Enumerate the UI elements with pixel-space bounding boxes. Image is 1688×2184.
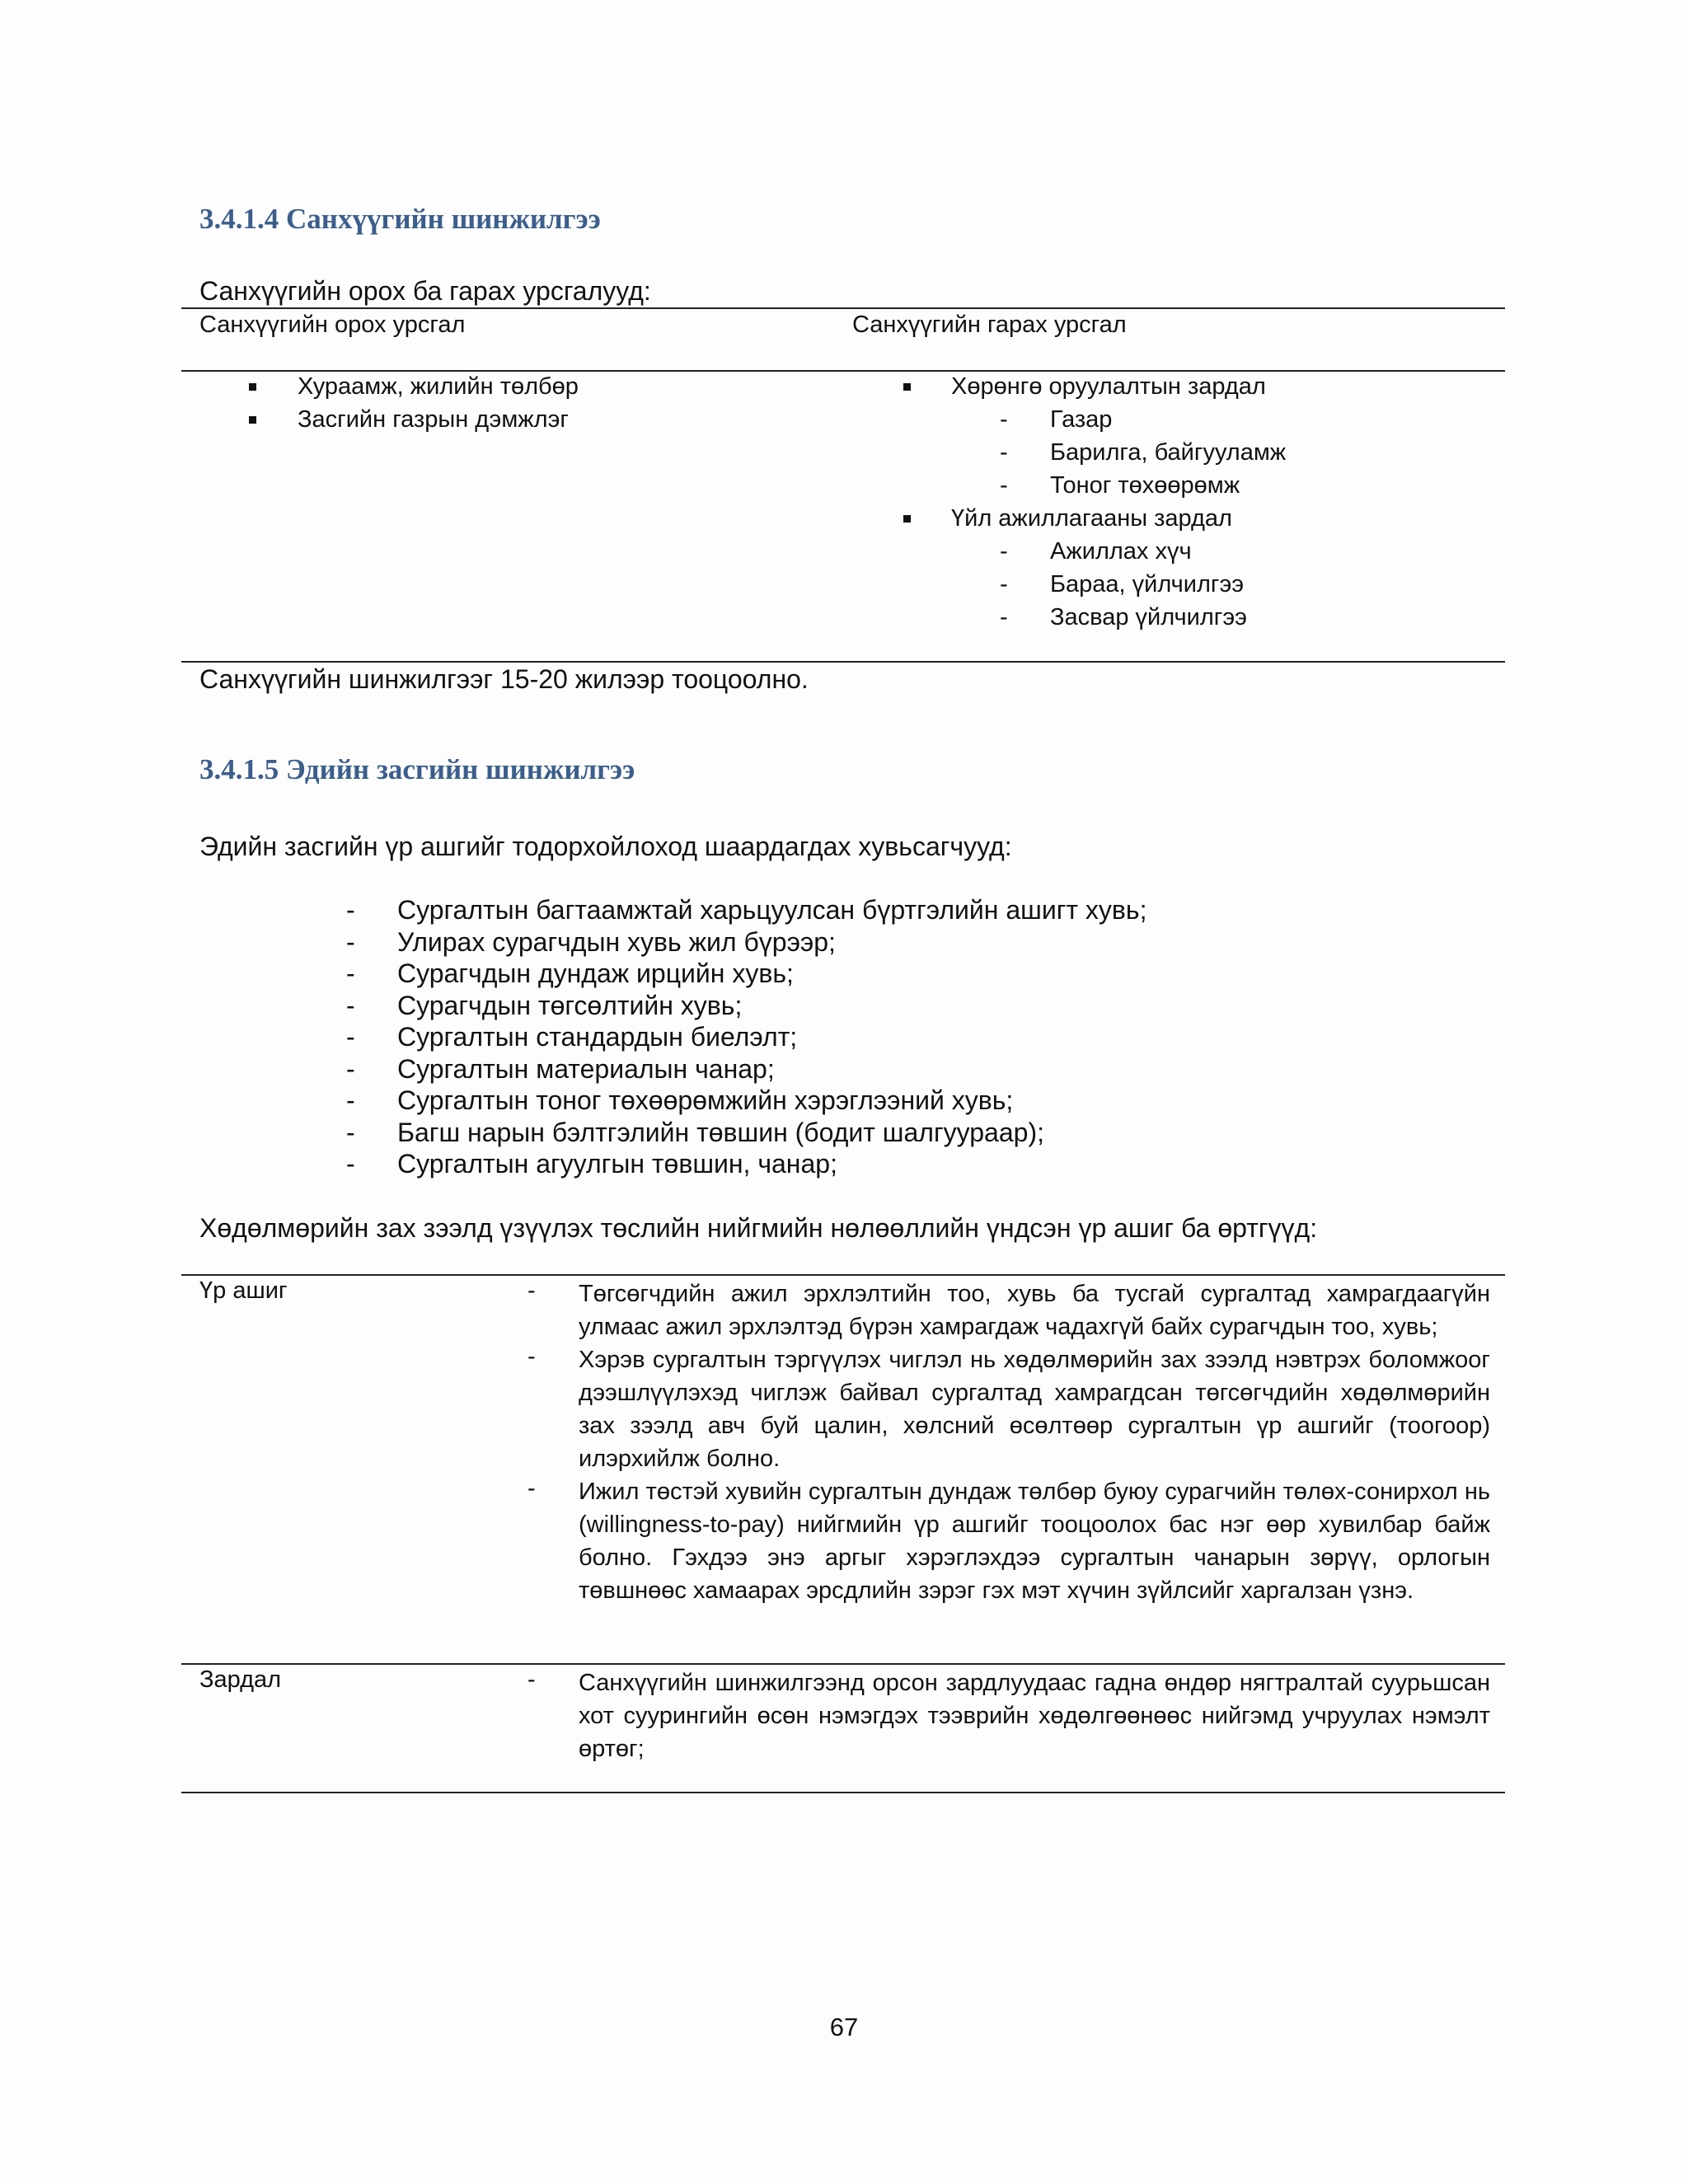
list-item: - Ажиллах хүч [1000,538,1192,565]
table-bottom-rule [181,661,1505,663]
list-item: - Сурагчдын төгсөлтийн хувь; [346,990,743,1020]
inflow-list [249,370,579,436]
document-page: 3.4.1.4 Санхүүгийн шинжилгээ Санхүүгийн орох ба гарах урсгалууд: Санхүүгийн орох урсгал Санхүүгийн гарах урсгал Хураамж, жилийн төлбөр Засгийн газрын дэмжлэг Хөрөнгө оруулалтын зардал - Газар - Барилга, байгууламж - Тоног төхөөрөмж Үйл ажиллагааны зардал - Ажиллах хүч - Бараа, үйлчилгээ - Засвар үйлчилгээ Санхүүгийн шинжилгээг 15-20 жилээр тооцоолно. 3.4.1.5 Эдийн засгийн шинжилгээ Эдийн засгийн үр ашгийг тодорхойлоход шаардагдах хувьсагчууд: - Сургалтын багтаамжтай харьцуулсан бүртгэлийн ашигт хувь; - Улирах сурагчдын хувь жил бүрээр; - Сурагчдын дундаж ирцийн хувь; - Сурагчдын төгсөлтийн хувь; - Сургалтын стандардын биелэлт; - Сургалтын материалын чанар; - Сургалтын тоног төхөөрөмжийн хэрэглээний хувь; - Багш нарын бэлтгэлийн төвшин (бодит шалгуураар); - Сургалтын агуулгын төвшин, чанар; Хөдөлмөрийн зах зээлд үзүүлэх төслийн нийгмийн нөлөөллийн үндсэн үр ашиг ба өртгүүд: Үр ашиг - Төгсөгчдийн ажил эрхлэлтийн тоо, хувь ба тусгай сургалтад хамрагдаагүйн улмаас ажил эрхлэлтэд бүрэн хамрагдаж чадахгүй байх сурагчдын тоо, хувь; - Хэрэв сургалтын тэргүүлэх чиглэл нь хөдөлмөрийн зах зээлд нэвтрэх боломжоог дээшлүүлэхэд чиглэж байвал сургалтад хамрагдсан төгсөгчдийн хөдөлмөрийн зах зээлд авч буй цалин, хөлсний өсөлтөөр сургалтын үр ашгийг (тоогоор) илэрхийлж болно. - Ижил төстэй хувийн сургалтын дундаж төлбөр буюу сурагчийн төлөх-сонирхол нь (willingness-to-pay) нийгмийн үр ашгийг тооцоолох бас нэг өөр хувилбар байж болно. Гэхдээ энэ аргыг хэрэглэхдээ сургалтын чанарын зөрүү, орлогын төвшнөөс хамаарах эрсдлийн зэрэг гэх мэт хүчин зүйлсийг харгалзан үзнэ. Зардал - Санхүүгийн шинжилгээнд орсон зардлуудаас гадна өндөр нягтралтай суурьшсан хот суурингийн өсөн нэмэгдэх тээврийн хөдөлгөөнөөс нийгэмд учруулах нэмэлт өртөг; 67 [0,0,1688,2184]
list-item: - Сургалтын материалын чанар; [346,1053,775,1084]
impact-title: Хөдөлмөрийн зах зээлд үзүүлэх төслийн нийгмийн нөлөөллийн үндсэн үр ашиг ба өртгүүд: [199,1213,1318,1243]
list-item: - Сурагчдын дундаж ирцийн хувь; [346,958,794,988]
list-item: - Бараа, үйлчилгээ [1000,571,1245,598]
bullet-square-icon [249,383,256,391]
list-item: Үйл ажиллагааны зардал [903,502,1286,535]
benefit-paragraph: Төгсөгчдийн ажил эрхлэлтийн тоо, хувь ба тусгай сургалтад хамрагдаагүйн улмаас ажил эрхлэлтэд бүрэн хамрагдаж чадахгүй байх сурагчдын тоо, хувь; [579,1281,1490,1340]
inflow-header: Санхүүгийн орох урсгал [199,312,466,338]
list-item: - Засвар үйлчилгээ [1000,604,1247,630]
list-item: - Сургалтын агуулгын төвшин, чанар; [346,1149,837,1179]
list-item: - Улирах сурагчдын хувь жил бүрээр; [346,926,836,957]
section-heading-finance: 3.4.1.4 Санхүүгийн шинжилгээ [199,203,601,235]
section-heading-economic: 3.4.1.5 Эдийн засгийн шинжилгээ [199,753,635,785]
bullet-square-icon [903,383,911,391]
list-item: - Сургалтын тоног төхөөрөмжийн хэрэглээний хувь; [346,1085,1014,1115]
list-item: - Барилга, байгууламж [1000,439,1287,466]
bullet-square-icon [903,515,911,523]
impact-table-bottom-rule [181,1792,1505,1793]
list-item: - Газар [1000,406,1113,433]
flows-title: Санхүүгийн орох ба гарах урсгалууд: [199,276,651,306]
impact-table-top-rule [181,1274,1505,1276]
list-item: - Тоног төхөөрөмж [1000,472,1240,499]
outflow-list [903,370,1286,634]
list-item: - Багш нарын бэлтгэлийн төвшин (бодит шалгуураар); [346,1117,1044,1147]
finance-note: Санхүүгийн шинжилгээг 15-20 жилээр тооцоолно. [199,664,809,694]
benefit-label: Үр ашиг [199,1277,288,1304]
cost-label: Зардал [199,1666,282,1693]
cost-paragraph: Санхүүгийн шинжилгээнд орсон зардлуудаас гадна өндөр нягтралтай суурьшсан хот суурингийн өсөн нэмэгдэх тээврийн хөдөлгөөнөөс нийгэмд учруулах нэмэлт өртөг; [579,1670,1490,1762]
outflow-header: Санхүүгийн гарах урсгал [852,312,1127,338]
impact-table-mid-rule [181,1663,1505,1665]
list-item: - Сургалтын стандардын биелэлт; [346,1022,798,1052]
list-item: Хураамж, жилийн төлбөр [249,370,579,403]
bullet-square-icon [249,416,256,424]
benefit-paragraph: Хэрэв сургалтын тэргүүлэх чиглэл нь хөдөлмөрийн зах зээлд нэвтрэх боломжоог дээшлүүлэхэд чиглэж байвал сургалтад хамрагдсан төгсөгчдийн хөдөлмөрийн зах зээлд авч буй цалин, хөлсний өсөлтөөр сургалтын үр ашгийг (тоогоор) илэрхийлж болно. [579,1347,1490,1472]
page-number: 67 [829,2013,859,2041]
table-top-rule [181,307,1505,309]
benefit-paragraph: Ижил төстэй хувийн сургалтын дундаж төлбөр буюу сурагчийн төлөх-сонирхол нь (willingness-to-pay) нийгмийн үр ашгийг тооцоолох бас нэг өөр хувилбар байж болно. Гэхдээ энэ аргыг хэрэглэхдээ сургалтын чанарын зөрүү, орлогын төвшнөөс хамаарах эрсдлийн зэрэг гэх мэт хүчин зүйлсийг харгалзан үзнэ. [579,1479,1490,1604]
variables-list [346,894,1146,1180]
list-item: Хөрөнгө оруулалтын зардал [903,370,1286,403]
list-item: Засгийн газрын дэмжлэг [249,403,579,436]
variables-intro: Эдийн засгийн үр ашгийг тодорхойлоход шаардагдах хувьсагчууд: [199,832,1012,861]
list-item: - Сургалтын багтаамжтай харьцуулсан бүртгэлийн ашигт хувь; [346,895,1147,925]
